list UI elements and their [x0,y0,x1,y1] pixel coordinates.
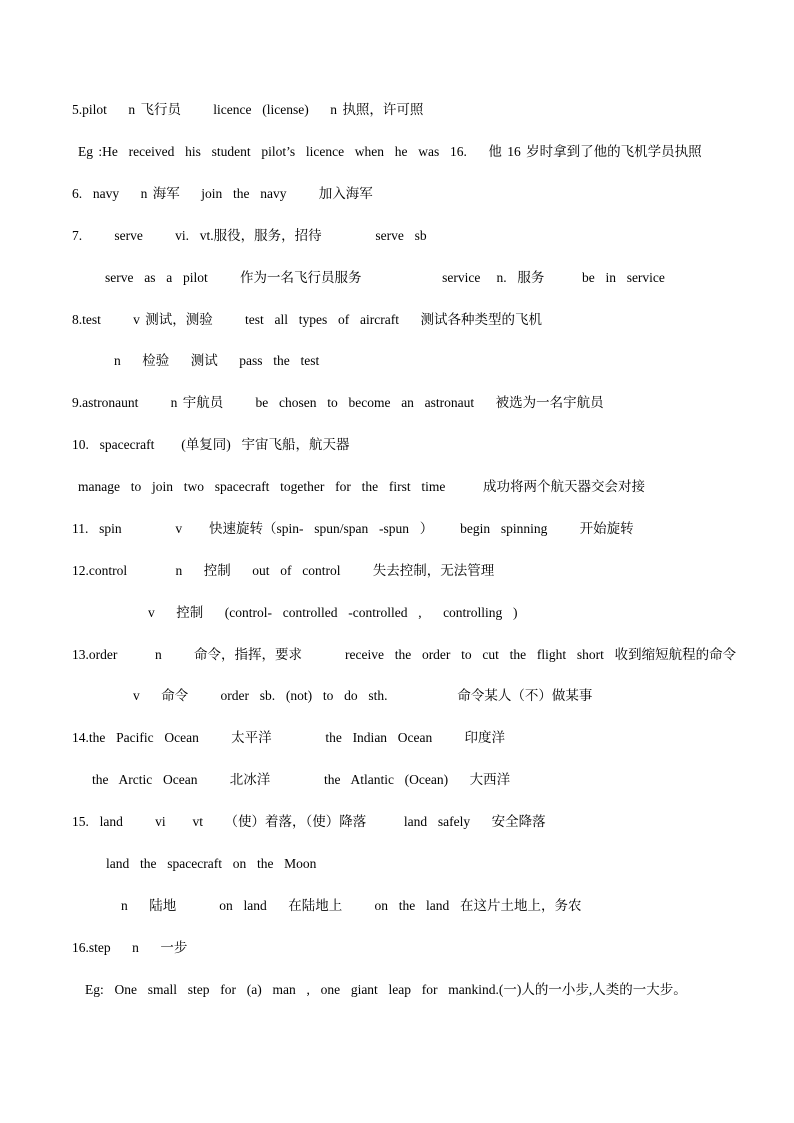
entry-order: 13.order n 命令，指挥，要求 receive the order to cut the flight short 收到缩短航程的命令 [72,647,737,662]
entry-land: 15. land vi vt （使）着落，（使）降落 land safely 安全降落 [72,814,546,829]
example-step: Eg: One small step for (a) man , one giant leap for mankind.(一)人的一小步,人类的一大步。 [85,982,687,997]
example-spacecraft: manage to join two spacecraft together for the first time 成功将两个航天器交会对接 [78,479,646,494]
entry-pilot: 5.pilot n 飞行员 licence (license) n 执照，许可照 [72,102,424,117]
entry-spacecraft: 10. spacecraft (单复同) 宇宙飞船，航天器 [72,437,350,452]
entry-spin: 11. spin v 快速旋转（spin- spun/span -spun ） begin spinning 开始旋转 [72,521,634,536]
entry-navy: 6. navy n 海军 join the navy 加入海军 [72,186,373,201]
entry-land-example: land the spacecraft on the Moon [106,856,317,871]
entry-astronaut: 9.astronaunt n 宇航员 be chosen to become an astronaut 被选为一名宇航员 [72,395,604,410]
example-pilot: Eg :He received his student pilot’s licence when he was 16. 他 16 岁时拿到了他的飞机学员执照 [78,144,702,159]
entry-test-noun: n 检验 测试 pass the test [114,353,320,368]
entry-oceans: 14.the Pacific Ocean 太平洋 the Indian Ocean 印度洋 [72,730,506,745]
entry-land-noun: n 陆地 on land 在陆地上 on the land 在这片土地上，务农 [121,898,582,913]
entry-test: 8.test v 测试，测验 test all types of aircraft 测试各种类型的飞机 [72,312,542,327]
entry-serve: 7. serve vi. vt.服役，服务，招待 serve sb [72,228,427,243]
entry-oceans-2: the Arctic Ocean 北冰洋 the Atlantic (Ocean) 大西洋 [92,772,511,787]
entry-step: 16.step n 一步 [72,940,188,955]
entry-order-verb: v 命令 order sb. (not) to do sth. 命令某人（不）做某事 [133,688,593,703]
entry-serve-detail: serve as a pilot 作为一名飞行员服务 service n. 服务 be in service [105,270,665,285]
entry-control: 12.control n 控制 out of control 失去控制，无法管理 [72,563,495,578]
entry-control-verb: v 控制 (control- controlled -controlled , controlling ) [148,605,518,620]
